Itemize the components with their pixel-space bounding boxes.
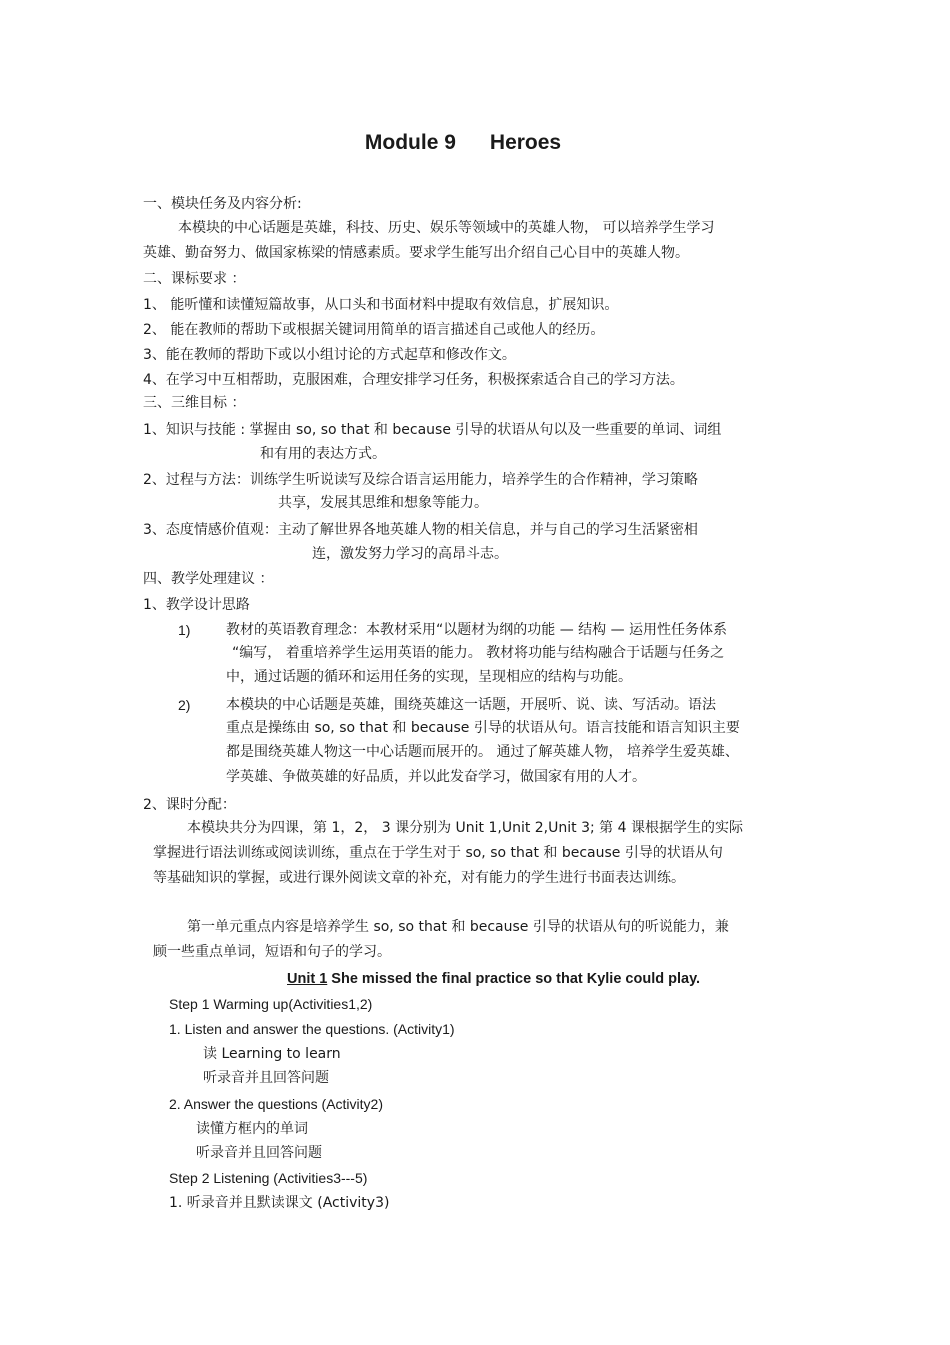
list-item-continued: 连，激发努力学习的高昂斗志。 [312,546,508,562]
paragraph-line: “编写， 着重培养学生运用英语的能力。 教材将功能与结构融合于话题与任务之 [232,645,725,661]
paragraph-line: 都是围绕英雄人物这一中心话题而展开的。 通过了解英雄人物， 培养学生爱英雄、 [226,744,739,760]
paragraph-line: 教材的英语教育理念：本教材采用“以题材为纲的功能 — 结构 — 运用性任务体系 [226,622,728,638]
section-heading: 一、模块任务及内容分析: [143,196,302,212]
section-heading: 二、课标要求 ： [143,271,246,287]
activity-detail: 读懂方框内的单词 [196,1121,308,1137]
paragraph-line: 本模块的中心话题是英雄，科技、历史、娱乐等领域中的英雄人物， 可以培养学生学习 [178,220,715,236]
unit-heading [287,970,700,988]
list-number: 1) [178,622,191,638]
sub-heading: 2、课时分配： [143,797,236,813]
paragraph-line: 等基础知识的掌握，或进行课外阅读文章的补充，对有能力的学生进行书面表达训练。 [153,870,685,886]
sub-heading: 1、教学设计思路 [143,597,250,613]
step-heading: Step 2 Listening (Activities3---5) [169,1170,368,1186]
activity-detail: 听录音并且回答问题 [203,1070,329,1086]
activity-detail: 听录音并且回答问题 [196,1145,322,1161]
activity-item: 1. 听录音并且默读课文 (Activity3) [169,1195,390,1211]
paragraph-line: 掌握进行语法训练或阅读训练，重点在于学生对于 so, so that 和 because 引导的状语从句 [153,845,723,861]
paragraph-line: 中，通过话题的循环和运用任务的实现，呈现相应的结构与功能。 [226,669,632,685]
paragraph-line: 学英雄、争做英雄的好品质，并以此发奋学习，做国家有用的人才。 [226,769,646,785]
list-item-continued: 和有用的表达方式。 [260,446,386,462]
list-item: 3、能在教师的帮助下或以小组讨论的方式起草和修改作文。 [143,347,516,363]
paragraph-line: 重点是操练由 so, so that 和 because 引导的状语从句。语言技能和语言知识主要 [226,720,740,736]
step-heading: Step 1 Warming up(Activities1,2) [169,996,373,1012]
page-title [0,131,926,155]
list-item-continued: 共享，发展其思维和想象等能力。 [278,495,488,511]
paragraph-line: 本模块的中心话题是英雄，围绕英雄这一话题，开展听、说、读、写活动。语法 [226,697,716,713]
list-item: 1、 能听懂和读懂短篇故事，从口头和书面材料中提取有效信息，扩展知识。 [143,297,619,313]
title-module: Module 9 [364,131,456,154]
list-number: 2) [178,697,191,713]
activity-detail: 读 Learning to learn [203,1046,341,1062]
list-item: 1、知识与技能 : 掌握由 so, so that 和 because 引导的状语从句以及一些重要的单词、词组 [143,422,722,438]
section-heading: 三、三维目标 ： [143,395,246,411]
unit-title-text: She missed the final practice so that Kylie could play. [327,971,701,987]
list-item: 4、在学习中互相帮助，克服困难，合理安排学习任务，积极探索适合自己的学习方法。 [143,372,684,388]
activity-item: 1. Listen and answer the questions. (Activity1) [169,1021,455,1037]
paragraph-line: 顾一些重点单词，短语和句子的学习。 [153,944,391,960]
unit-label: Unit 1 [287,971,328,987]
paragraph-line: 英雄、勤奋努力、做国家栋梁的情感素质。要求学生能写出介绍自己心目中的英雄人物。 [143,245,689,261]
title-topic: Heroes [489,131,562,154]
paragraph-line: 本模块共分为四课，第 1，2， 3 课分别为 Unit 1,Unit 2,Unit 3; 第 4 课根据学生的实际 [187,820,743,836]
list-item: 3、态度情感价值观：主动了解世界各地英雄人物的相关信息，并与自己的学习生活紧密相 [143,522,698,538]
activity-item: 2. Answer the questions (Activity2) [169,1096,383,1112]
paragraph-line: 第一单元重点内容是培养学生 so, so that 和 because 引导的状语从句的听说能力，兼 [187,919,729,935]
list-item: 2、过程与方法：训练学生听说读写及综合语言运用能力，培养学生的合作精神，学习策略 [143,472,698,488]
list-item: 2、 能在教师的帮助下或根据关键词用简单的语言描述自己或他人的经历。 [143,322,605,338]
section-heading: 四、教学处理建议 ： [143,571,274,587]
